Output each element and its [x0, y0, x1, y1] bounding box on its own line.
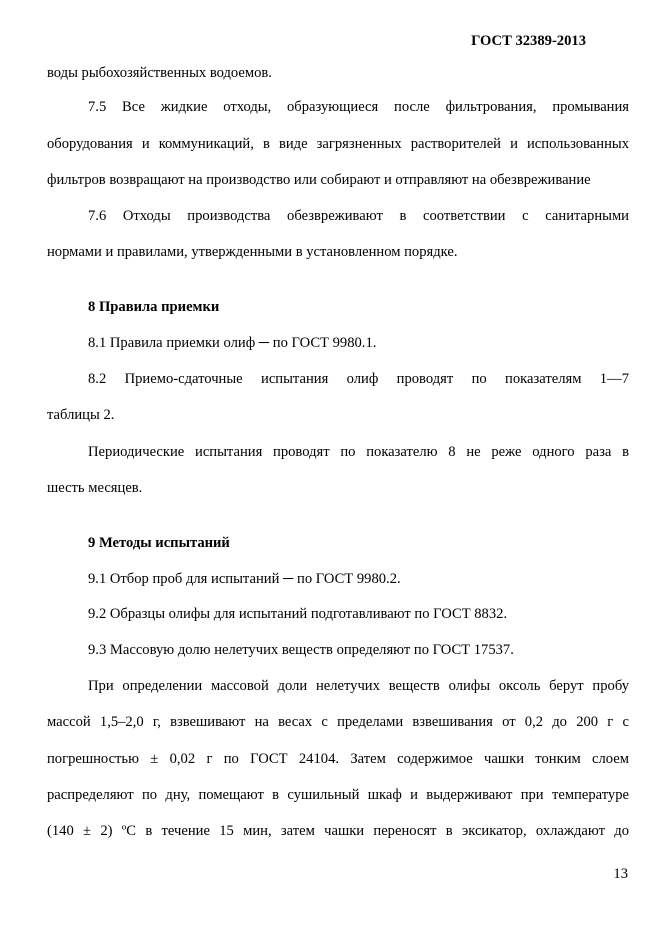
- paragraph-7-6-line: нормами и правилами, утвержденными в установленном порядке.: [47, 244, 458, 260]
- paragraph-8-2-line: 8.2 Приемо-сдаточные испытания олиф проводят по показателям 1—7: [88, 371, 629, 387]
- document-header: ГОСТ 32389-2013: [471, 33, 586, 49]
- paragraph-8-2-line: таблицы 2.: [47, 407, 115, 423]
- section-8-heading: 8 Правила приемки: [88, 299, 220, 315]
- paragraph-method-line: При определении массовой доли нелетучих веществ олифы оксоль берут пробу: [88, 678, 629, 694]
- paragraph-7-6-line: 7.6 Отходы производства обезвреживают в соответствии с санитарными: [88, 208, 629, 224]
- paragraph-7-5-line: фильтров возвращают на производство или собирают и отправляют на обезвреживание: [47, 172, 591, 188]
- paragraph-method-line: распределяют по дну, помещают в сушильный шкаф и выдерживают при температуре: [47, 787, 629, 803]
- paragraph-method-line: (140 ± 2) ºС в течение 15 мин, затем чашки переносят в эксикатор, охлаждают до: [47, 823, 629, 839]
- paragraph-method-line: массой 1,5–2,0 г, взвешивают на весах с пределами взвешивания от 0,2 до 200 г с: [47, 714, 629, 730]
- paragraph-9-1: 9.1 Отбор проб для испытаний ─ по ГОСТ 9980.2.: [88, 571, 401, 587]
- section-9-heading: 9 Методы испытаний: [88, 535, 230, 551]
- paragraph-periodic-line: Периодические испытания проводят по показателю 8 не реже одного раза в: [88, 444, 629, 460]
- paragraph-9-3: 9.3 Массовую долю нелетучих веществ определяют по ГОСТ 17537.: [88, 642, 514, 658]
- paragraph-9-2: 9.2 Образцы олифы для испытаний подготавливают по ГОСТ 8832.: [88, 606, 508, 622]
- paragraph-7-5-line: оборудования и коммуникаций, в виде загрязненных растворителей и использованных: [47, 136, 629, 152]
- paragraph-periodic-line: шесть месяцев.: [47, 480, 143, 496]
- page-number: 13: [613, 866, 628, 882]
- paragraph-7-5-line: 7.5 Все жидкие отходы, образующиеся после фильтрования, промывания: [88, 99, 629, 115]
- paragraph-method-line: погрешностью ± 0,02 г по ГОСТ 24104. Затем содержимое чашки тонким слоем: [47, 751, 629, 767]
- text-line: воды рыбохозяйственных водоемов.: [47, 65, 272, 81]
- paragraph-8-1: 8.1 Правила приемки олиф ─ по ГОСТ 9980.1.: [88, 335, 377, 351]
